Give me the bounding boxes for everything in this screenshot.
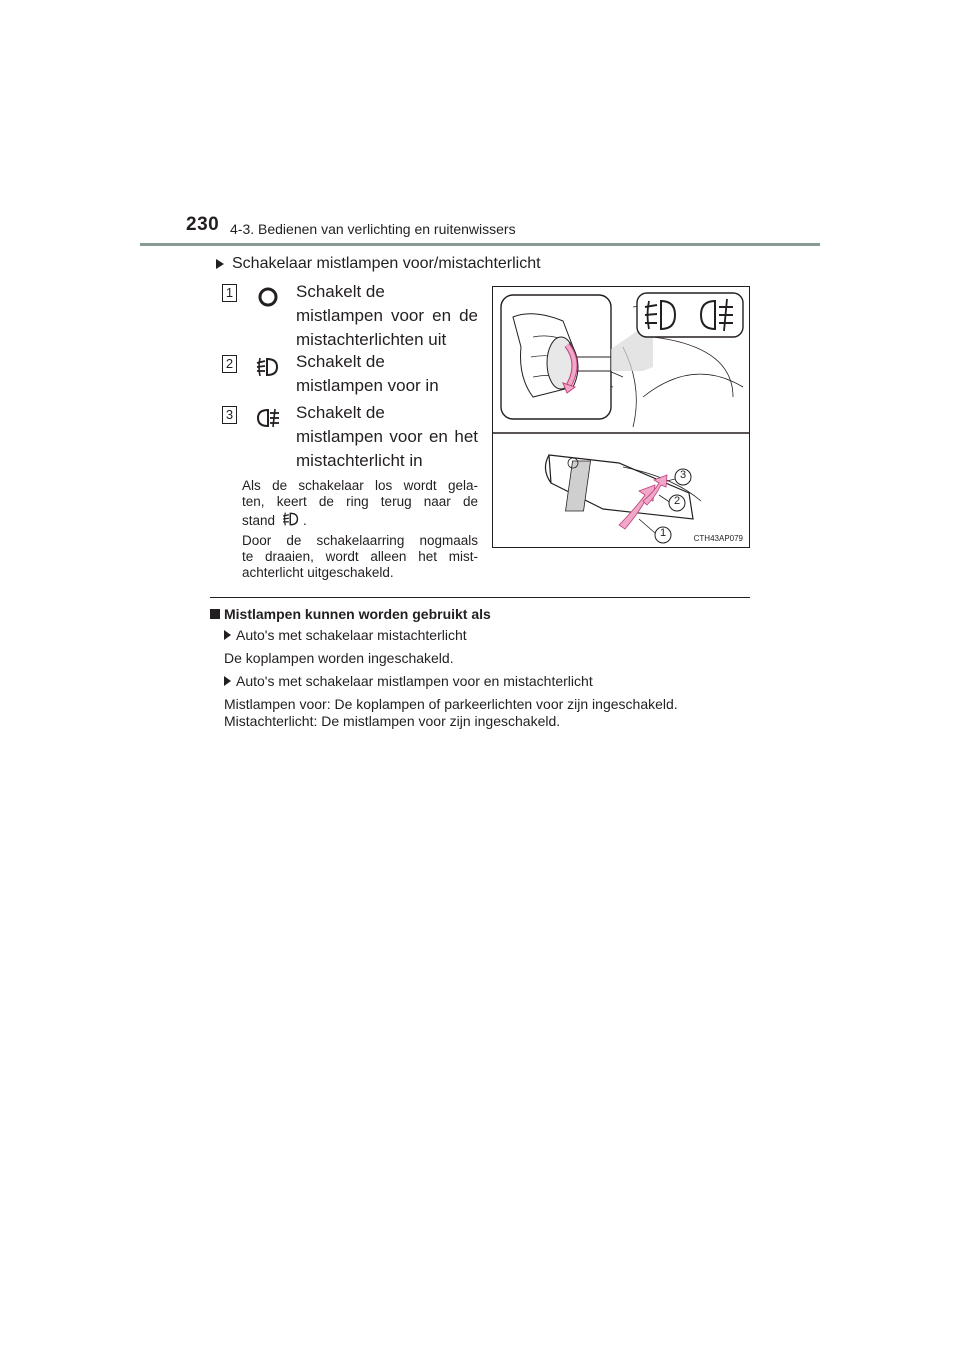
item-text-1: Schakelt de mistlampen voor en de mistachterlichten uit — [296, 282, 478, 349]
front-fog-lamp-icon — [254, 356, 282, 378]
triangle-bullet-icon — [224, 676, 231, 686]
callout-3: 3 — [679, 469, 687, 481]
callout-1: 1 — [659, 527, 667, 539]
note-switch-ring-again: Door de schakelaarring nogmaals te draaien, wordt alleen het mist- achterlicht uitgeschakeld. — [242, 533, 478, 580]
triangle-bullet-icon — [216, 259, 224, 269]
square-bullet-icon — [210, 609, 220, 619]
switch-drawing — [493, 287, 749, 547]
note-return-ring: Als de schakelaar los wordt gela- ten, keert de ring terug naar de stand . — [242, 478, 478, 532]
item-text-2: Schakelt de mistlampen voor in — [296, 352, 439, 395]
header-rule — [140, 243, 820, 246]
rear-fog-lamp-icon — [254, 407, 282, 429]
sub-item-front-rear-switch: Auto's met schakelaar mistlampen voor en mistachterlicht — [224, 673, 593, 689]
off-ring-icon — [254, 286, 282, 308]
section-title: Schakelaar mistlampen voor/mistachterlicht — [232, 255, 541, 272]
item-number-2: 2 — [222, 355, 237, 373]
triangle-bullet-icon — [224, 630, 231, 640]
item-text-3: Schakelt de mistlampen voor en het mistachterlicht in — [296, 403, 478, 470]
item-number-3: 3 — [222, 406, 237, 424]
section-divider — [210, 597, 750, 598]
item-number-1: 1 — [222, 284, 237, 302]
callout-2: 2 — [673, 495, 681, 507]
paragraph-1: De koplampen worden ingeschakeld. — [224, 650, 454, 666]
page-number: 230 — [186, 214, 220, 235]
illustration-code: CTH43AP079 — [693, 534, 743, 543]
front-fog-lamp-icon — [281, 510, 301, 532]
section-heading — [216, 255, 541, 273]
chapter-title: 4-3. Bedienen van verlichting en ruitenwissers — [230, 221, 516, 237]
paragraph-2: Mistlampen voor: De koplampen of parkeerlichten voor zijn ingeschakeld. Mistachterlicht: De mistlampen voor zijn ingeschakeld. — [224, 696, 678, 729]
fog-lamp-switch-illustration — [492, 286, 750, 548]
sub-item-rear-switch: Auto's met schakelaar mistachterlicht — [224, 627, 467, 643]
info-heading: Mistlampen kunnen worden gebruikt als — [210, 606, 491, 622]
